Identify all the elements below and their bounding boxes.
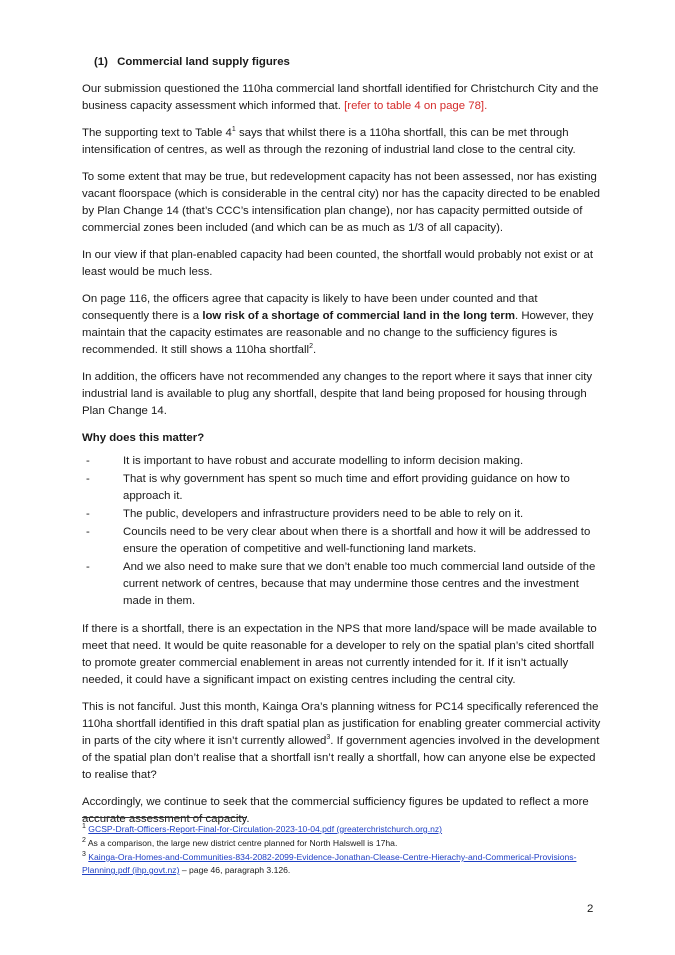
paragraph-kainga-ora [82, 699, 602, 784]
dash-marker: - [86, 561, 90, 573]
section-number: (1) [94, 56, 108, 68]
paragraph-table4 [82, 125, 602, 159]
paragraph-text: . If government agencies involved in the development of the spatial plan don’t realise that a shortfall isn’t really a shortfall, how can anyone else be expected to realise that? [82, 735, 600, 781]
footnote-ref-2[interactable]: 2 [309, 343, 313, 351]
footnotes [82, 823, 602, 878]
paragraph-text: Our submission questioned the 110ha commercial land shortfall identified for Christchurch City and the business capacity assessment which informed that. [82, 83, 599, 112]
why-heading: Why does this matter? [82, 432, 205, 444]
paragraph-text: On page 116, the officers agree that capacity is likely to have been under counted and that consequently there is a [82, 293, 538, 322]
list-item [82, 471, 602, 505]
paragraph-text: . However, they maintain that the capacity estimates are reasonable and no change to the sufficiency figures is recommended. It still shows a 110ha shortfall [82, 310, 594, 356]
paragraph-industrial: In addition, the officers have not recommended any changes to the report where it says that inner city industrial land is available to plug any shortfall, despite that land being proposed for housing through Plan Change 14. [82, 371, 593, 417]
paragraph-view: In our view if that plan-enabled capacity had been counted, the shortfall would probably not exist or at least would be much less. [82, 249, 593, 278]
paragraph-submission [82, 81, 602, 115]
list-item [82, 506, 602, 523]
emphasis-text: low risk of a shortage of commercial land in the long term [202, 310, 515, 322]
footnote-divider [82, 817, 247, 818]
section-title: Commercial land supply figures [117, 56, 290, 68]
footnote-2 [82, 837, 602, 850]
footnote-number: 2 [82, 837, 86, 845]
paragraph-nps: If there is a shortfall, there is an expectation in the NPS that more land/space will be made available to meet that need. It would be quite reasonable for a developer to rely on the spatial plan’s cited shortfall to promote greater commercial enablement in areas not currently intended for it. If it isn’t actually needed, it could have a significant impact on existing centres including the central city. [82, 623, 597, 686]
list-item [82, 453, 602, 470]
reasons-list [82, 453, 602, 610]
list-item [82, 559, 602, 610]
footnote-ref-3[interactable]: 3 [326, 734, 331, 742]
footnote-link-officers-report[interactable]: GCSP-Draft-Officers-Report-Final-for-Circulation-2023-10-04.pdf (greaterchristchurch.org.nz) [88, 824, 443, 834]
dash-marker: - [86, 455, 90, 467]
footnote-ref-1[interactable]: 1 [231, 126, 236, 134]
paragraph-text: says that whilst there is a 110ha shortfall, this can be met through intensification of centres, as well as through the rezoning of industrial land close to the central city. [82, 127, 576, 156]
list-item-text: It is important to have robust and accurate modelling to inform decision making. [123, 455, 524, 467]
table-reference: [refer to table 4 on page 78]. [344, 100, 488, 112]
section-heading [82, 54, 602, 71]
list-item-text: The public, developers and infrastructure providers need to be able to rely on it. [123, 508, 524, 520]
paragraph-capacity: To some extent that may be true, but redevelopment capacity has not been assessed, nor has existing vacant floorspace (which is considerable in the central city) nor has the capacity directed to be enabled by Plan Change 14 (that’s CCC’s intensification plan change), nor has capacity permitted outside of commercial zones been included (and which can be as much as 1/3 of all capacity). [82, 171, 600, 234]
paragraph-officers [82, 291, 602, 359]
footnote-number: 1 [82, 823, 86, 831]
paragraph-text: The supporting text to Table 4 [82, 127, 232, 139]
dash-marker: - [86, 508, 90, 520]
dash-marker: - [86, 473, 90, 485]
page-body [82, 54, 602, 838]
list-item-text: Councils need to be very clear about when there is a shortfall and how it will be addressed to ensure the operation of competitive and well-functioning land markets. [123, 526, 591, 555]
list-item [82, 524, 602, 558]
footnote-text: – page 46, paragraph 3.126. [179, 865, 291, 875]
paragraph-text: This is not fanciful. Just this month, Kainga Ora’s planning witness for PC14 specifically referenced the 110ha shortfall identified in this draft spatial plan as justification for enabling greater commercial activity in parts of the city where it isn’t currently allowed [82, 701, 601, 747]
paragraph-conclusion: Accordingly, we continue to seek that the commercial sufficiency figures be updated to reflect a more accurate assessment of capacity. [82, 796, 589, 825]
list-item-text: And we also need to make sure that we don’t enable too much commercial land outside of the current network of centres, because that may undermine those centres and the investment made in them. [123, 561, 596, 607]
page-number: 2 [587, 903, 594, 915]
footnote-text: As a comparison, the large new district centre planned for North Halswell is 17ha. [87, 838, 398, 848]
footnote-number: 3 [82, 851, 86, 859]
list-item-text: That is why government has spent so much time and effort providing guidance on how to approach it. [123, 473, 570, 502]
paragraph-text: . [312, 344, 317, 356]
footnote-3 [82, 851, 602, 877]
dash-marker: - [86, 526, 90, 538]
footnote-link-evidence[interactable]: Kainga-Ora-Homes-and-Communities-834-2082-2099-Evidence-Jonathan-Clease-Centre-Hierachy-and-Commerical-Provisions-Planning.pdf (ihp.govt.nz) [82, 852, 577, 875]
footnote-1 [82, 823, 602, 836]
